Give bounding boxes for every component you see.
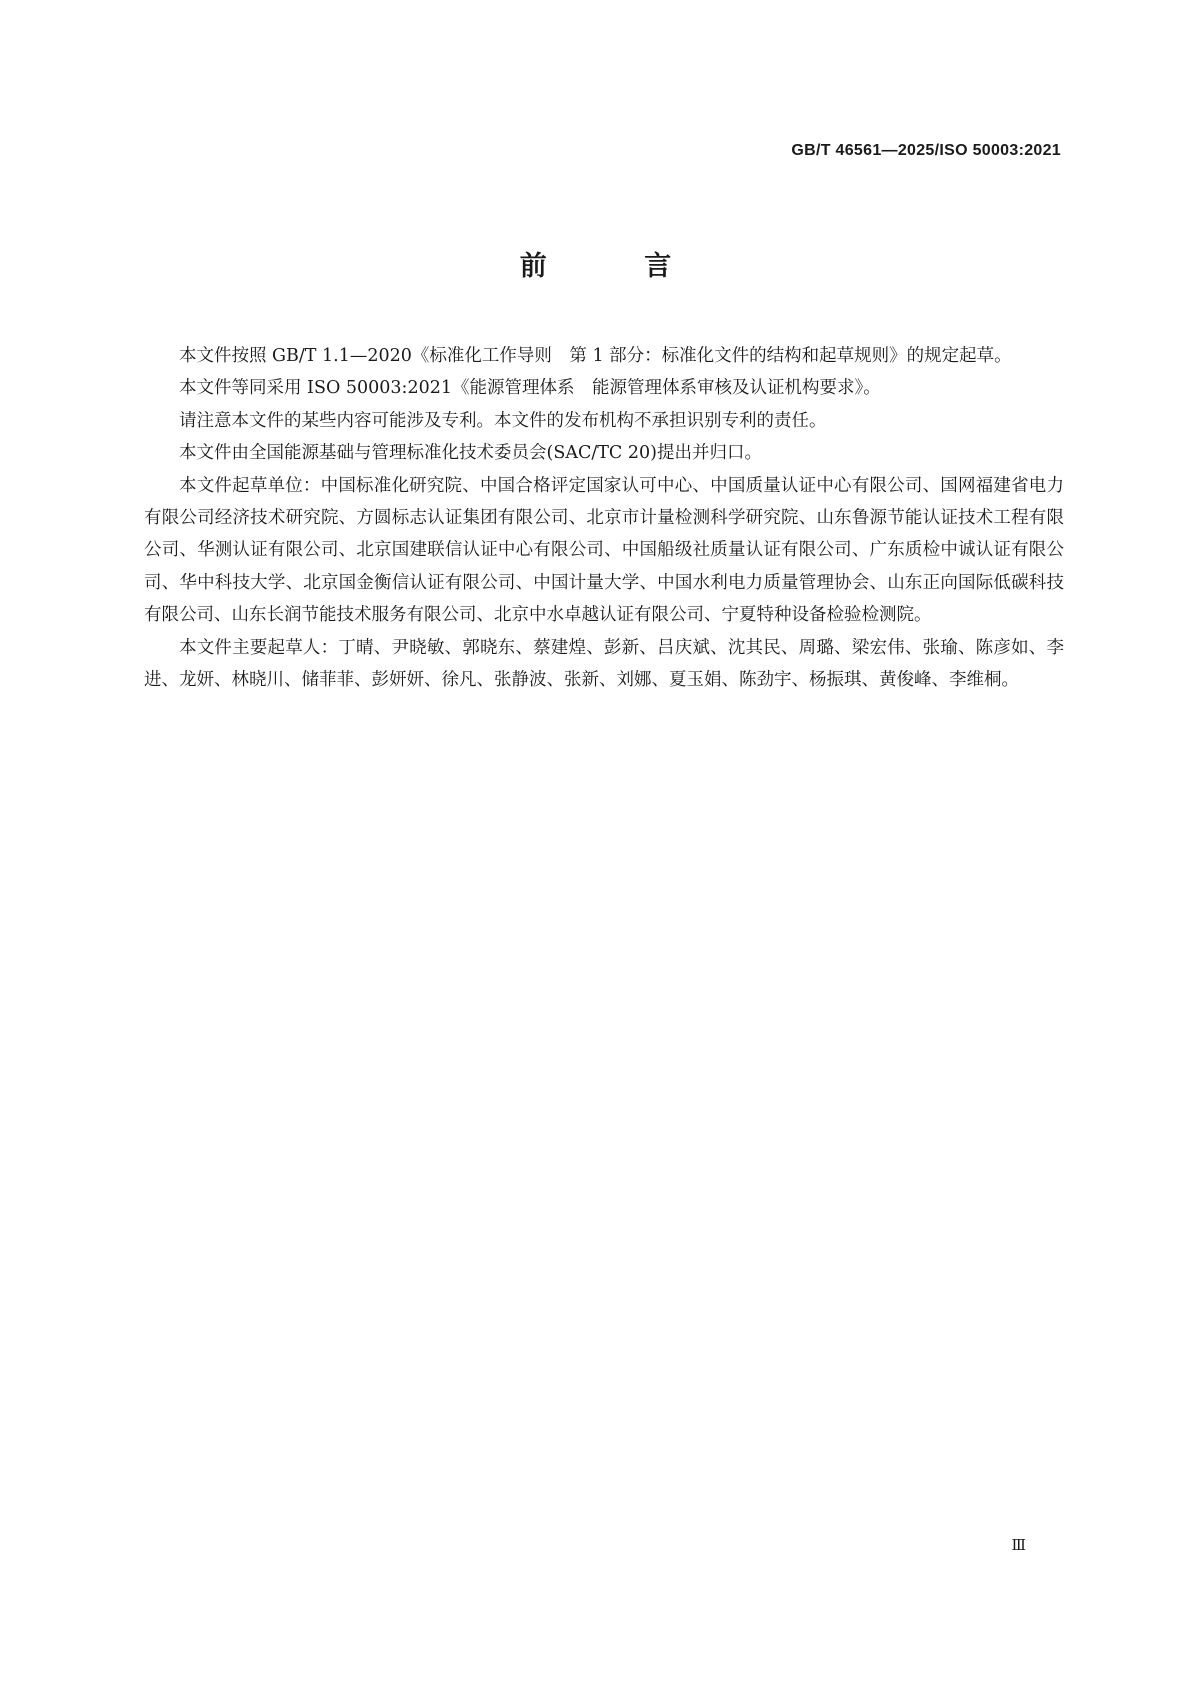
paragraph-equivalent-adoption: 本文件等同采用 ISO 50003:2021《能源管理体系 能源管理体系审核及认证机构要求》。 [179, 378, 881, 399]
paragraph-drafting-rule: 本文件按照 GB/T 1.1—2020《标准化工作导则 第 1 部分：标准化文件的结构和起草规则》的规定起草。 [179, 346, 1012, 366]
paragraph-patent-notice: 请注意本文件的某些内容可能涉及专利。本文件的发布机构不承担识别专利的责任。 [179, 410, 827, 431]
paragraph-committee: 本文件由全国能源基础与管理标准化技术委员会(SAC/TC 20)提出并归口。 [179, 443, 762, 464]
paragraph-drafting-organizations: 本文件起草单位：中国标准化研究院、中国合格评定国家认可中心、中国质量认证中心有限公司、国网福建省电力有限公司经济技术研究院、方圆标志认证集团有限公司、北京市计量检测科学研究院、山东鲁源节能认证技术工程有限公司、华测认证有限公司、北京国建联信认证中心有限公司、中国船级社质量认证有限公司、广东质检中诚认证有限公司、华中科技大学、北京国金衡信认证有限公司、中国计量大学、中国水利电力质量管理协会、山东正向国际低碳科技有限公司、山东长润节能技术服务有限公司、北京中水卓越认证有限公司、宁夏特种设备检验检测院。 [144, 475, 1064, 626]
page-number: Ⅲ [1011, 1536, 1026, 1554]
page-title: 前 言 [519, 251, 716, 282]
foreword-body [144, 340, 1064, 696]
paragraph-drafters: 本文件主要起草人：丁晴、尹晓敏、郭晓东、蔡建煌、彭新、吕庆斌、沈其民、周璐、梁宏伟、张瑜、陈彦如、李进、龙妍、林晓川、储菲菲、彭妍妍、徐凡、张静波、张新、刘娜、夏玉娟、陈劲宇、杨振琪、黄俊峰、李维桐。 [144, 637, 1064, 691]
document-code: GB/T 46561—2025/ISO 50003:2021 [791, 142, 1061, 159]
